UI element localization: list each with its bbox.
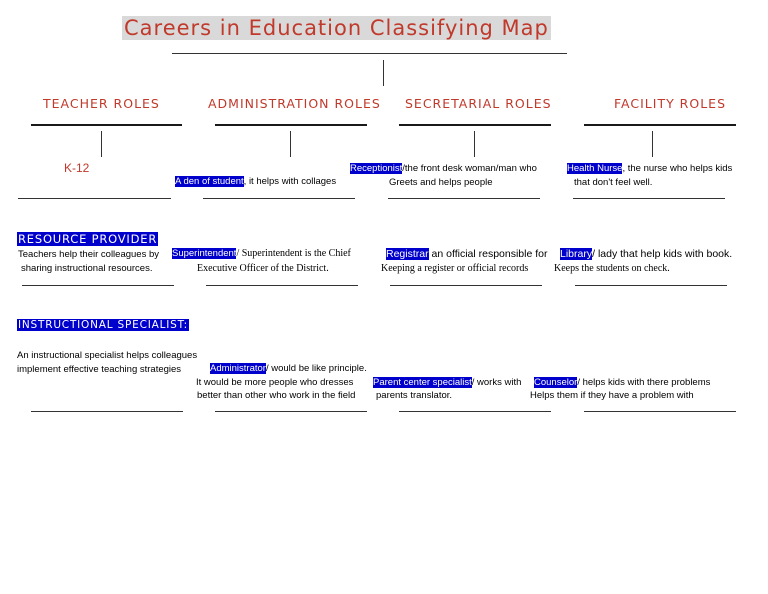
k12-label: K-12 <box>64 161 90 175</box>
title-connector <box>383 60 384 86</box>
registrar-text: an official responsible for <box>428 248 548 260</box>
title-underline <box>172 53 567 54</box>
instructional-specialist-heading: INSTRUCTIONAL SPECIALIST: <box>18 319 188 331</box>
row1-teacher-line <box>18 198 171 199</box>
administration-roles-heading: ADMINISTRATION ROLES <box>208 96 381 111</box>
facility-connector <box>652 131 653 157</box>
row1-admin-line <box>203 198 355 199</box>
row3-admin-line <box>215 411 367 412</box>
row3-teacher-line <box>31 411 183 412</box>
receptionist-text: /the front desk woman/man who <box>402 163 537 174</box>
facility-roles-line <box>584 124 736 126</box>
health-nurse-entry <box>567 162 732 175</box>
resource-line2: sharing instructional resources. <box>21 263 153 274</box>
administration-connector <box>290 131 291 157</box>
administrator-line2: It would be more people who dresses <box>196 377 354 388</box>
receptionist-line2: Greets and helps people <box>389 177 493 188</box>
health-nurse-highlight: Health Nurse <box>567 163 623 174</box>
page-title: Careers in Education Classifying Map <box>124 16 549 40</box>
facility-roles-heading: FACILITY ROLES <box>614 96 727 111</box>
row2-facility-line <box>575 285 727 286</box>
secretarial-roles-heading: SECRETARIAL ROLES <box>405 96 552 111</box>
row3-secretarial-line <box>399 411 551 412</box>
parent-center-entry <box>373 376 521 389</box>
superintendent-entry <box>172 247 351 261</box>
row1-secretarial-line <box>388 198 540 199</box>
parent-center-highlight: Parent center specialist <box>373 377 472 388</box>
row2-teacher-line <box>22 285 174 286</box>
receptionist-highlight: Receptionist <box>350 163 403 174</box>
health-nurse-line2: that don't feel well. <box>574 177 653 188</box>
instructional-line2: implement effective teaching strategies <box>17 364 182 375</box>
aden-entry <box>175 175 336 188</box>
registrar-line2: Keeping a register or official records <box>381 263 529 274</box>
library-highlight: Library <box>560 248 593 260</box>
administrator-highlight: Administrator <box>210 363 266 374</box>
teacher-roles-line <box>31 124 182 126</box>
aden-highlight: A den of student <box>175 176 244 187</box>
row3-facility-line <box>584 411 736 412</box>
instructional-line1: An instructional specialist helps colleagues <box>17 350 198 361</box>
aden-text: , it helps with collages <box>243 176 337 187</box>
secretarial-roles-line <box>399 124 551 126</box>
row2-secretarial-line <box>390 285 542 286</box>
administration-roles-line <box>215 124 367 126</box>
registrar-highlight: Registrar <box>386 248 429 260</box>
receptionist-entry <box>350 162 537 175</box>
administrator-entry <box>210 362 367 375</box>
row1-facility-line <box>573 198 725 199</box>
library-line2: Keeps the students on check. <box>554 263 670 274</box>
library-text: / lady that help kids with book. <box>592 248 733 260</box>
resource-line1: Teachers help their colleagues by <box>18 249 160 260</box>
health-nurse-text: , the nurse who helps kids <box>622 163 733 174</box>
resource-provider-heading: RESOURCE PROVIDER <box>18 232 158 246</box>
counselor-text: / helps kids with there problems <box>577 377 711 388</box>
parent-center-text: / works with <box>471 377 522 388</box>
superintendent-text: / Superintendent is the Chief <box>236 248 351 259</box>
teacher-connector <box>101 131 102 157</box>
teacher-roles-heading: TEACHER ROLES <box>43 96 160 111</box>
counselor-line2: Helps them if they have a problem with <box>530 390 694 401</box>
administrator-line3: better than other who work in the field <box>197 390 356 401</box>
superintendent-line2: Executive Officer of the District. <box>197 263 329 274</box>
row2-admin-line <box>206 285 358 286</box>
superintendent-highlight: Superintendent <box>172 248 237 259</box>
secretarial-connector <box>474 131 475 157</box>
counselor-entry <box>534 376 710 389</box>
library-entry <box>560 247 732 261</box>
administrator-text: / would be like principle. <box>265 363 367 374</box>
parent-center-line2: parents translator. <box>376 390 453 401</box>
counselor-highlight: Counselor <box>534 377 578 388</box>
registrar-entry <box>386 247 547 261</box>
